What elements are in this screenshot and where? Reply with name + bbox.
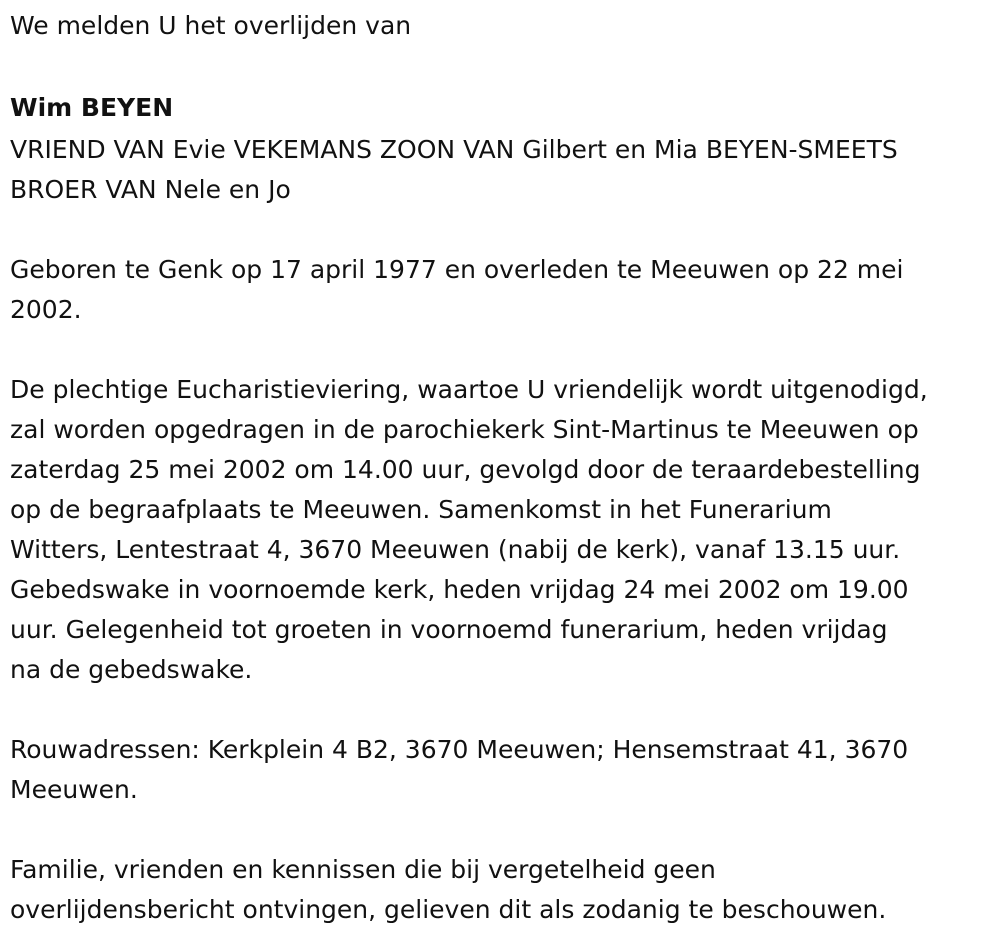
spacer [10, 210, 1000, 250]
birth-death-text: Geboren te Genk op 17 april 1977 en overleden te Meeuwen op 22 mei 2002. [10, 255, 904, 324]
spacer [10, 46, 1000, 86]
intro-text: We melden U het overlijden van [10, 11, 412, 40]
ceremony-text: De plechtige Eucharistieviering, waartoe U vriendelijk wordt uitgenodigd, zal worden opgedragen in de parochiekerk Sint-Martinus te Meeuwen op zaterdag 25 mei 2002 om 14.00 uur, gevolgd door de teraardebestelling op de begraafplaats te Meeuwen. Samenkomst in het Funerarium Witters, Lentestraat 4, 3670 Meeuwen (nabij de kerk), vanaf 13.15 uur. Gebedswake in voornoemde kerk, heden vrijdag 24 mei 2002 om 19.00 uur. Gelegenheid tot groeten in voornoemd funerarium, heden vrijdag na de gebedswake. [10, 375, 928, 684]
addresses-text: Rouwadressen: Kerkplein 4 B2, 3670 Meeuwen; Hensemstraat 41, 3670 Meeuwen. [10, 735, 909, 804]
spacer [10, 690, 1000, 730]
closing-text: Familie, vrienden en kennissen die bij vergetelheid geen overlijdensbericht ontvingen, gelieven dit als zodanig te beschouwen. [10, 855, 887, 924]
deceased-name: Wim BEYEN [10, 93, 174, 122]
spacer [10, 810, 1000, 850]
relations-text: VRIEND VAN Evie VEKEMANS ZOON VAN Gilbert en Mia BEYEN-SMEETS BROER VAN Nele en Jo [10, 135, 898, 204]
spacer [10, 330, 1000, 370]
